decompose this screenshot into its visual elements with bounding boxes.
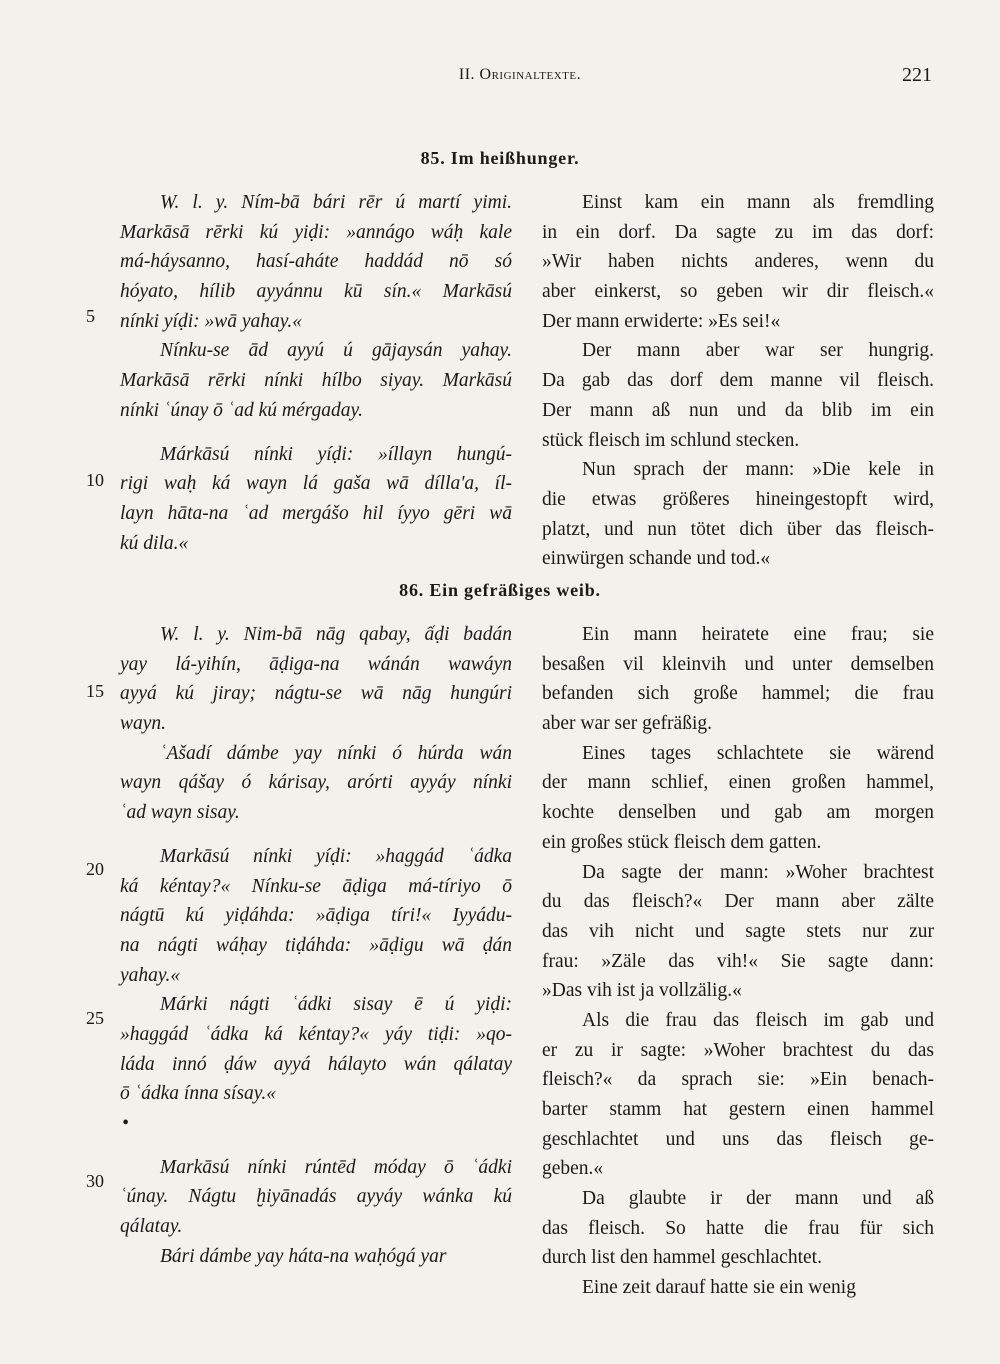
text-line: besaßen vil kleinvih und unter demselben <box>542 653 934 675</box>
text-line: nágtū kú yiḍáhda: »āḍiga tíri!« Iyyádu- <box>120 905 512 927</box>
text-line: yahay.« <box>120 964 181 986</box>
text-line: Da glaubte ir der mann und aß <box>582 1188 934 1210</box>
text-line: der mann schlief, einen großen hammel, <box>542 772 934 794</box>
text-line: wayn qášay ó kárisay, arórti ayyáy nínki <box>120 772 512 794</box>
text-line: geschlachtet und uns das fleisch ge- <box>542 1128 934 1150</box>
text-line: stück fleisch im schlund stecken. <box>542 429 800 451</box>
text-line: kú dila.« <box>120 532 189 554</box>
section-title-86: 86. Ein gefräßiges weib. <box>399 580 601 600</box>
page-number: 221 <box>902 64 932 86</box>
text-line: platzt, und nun tötet dich über das fleisch- <box>542 518 934 540</box>
text-line: yay lá-yihín, āḍiga-na wánán wawáyn <box>120 653 512 675</box>
text-line: du das fleisch?« Der mann aber zälte <box>542 891 934 913</box>
text-line: Als die frau das fleisch im gab und <box>582 1009 934 1031</box>
margin-line-numbers <box>86 0 116 1364</box>
line-number: 20 <box>86 859 104 879</box>
line-number: 5 <box>86 306 95 326</box>
text-line: Bári dámbe yay háta-na waḥógá yar <box>160 1245 447 1267</box>
text-line: das fleisch. So hatte die frau für sich <box>542 1217 934 1239</box>
text-line: aber einkerst, so geben wir dir fleisch.« <box>542 281 934 303</box>
text-line: nínki yíḍi: »wā yahay.« <box>120 310 302 332</box>
text-line: kochte denselben und gab am morgen <box>542 802 934 824</box>
text-line: Der mann aß nun und da blib im ein <box>542 399 934 421</box>
text-line: na nágti wáḥay tiḍáhda: »āḍigu wā ḍán <box>120 934 512 956</box>
text-line: Da sagte der mann: »Woher brachtest <box>582 861 934 883</box>
text-line: Markāsú nínki rúntēd móday ō ʿádki <box>160 1156 512 1178</box>
line-number: 30 <box>86 1171 104 1191</box>
text-line: láda innó ḍáw ayyá hálayto wán qálatay <box>120 1053 512 1075</box>
text-line: ká kéntay?« Nínku-se āḍiga má-tíriyo ō <box>120 875 512 897</box>
text-line: layn hāta-na ʿad mergášo hil íyyo gēri wā <box>120 502 512 524</box>
text-line: fleisch?« da sprach sie: »Ein benach- <box>542 1069 934 1091</box>
text-line: ayyá kú jiray; nágtu-se wā nāg hungúri <box>120 683 512 705</box>
text-line: durch list den hammel geschlachtet. <box>542 1247 822 1269</box>
text-line: ō ʿádka ínna sísay.« <box>120 1083 276 1105</box>
text-line: Da gab das dorf dem manne vil fleisch. <box>542 370 934 392</box>
text-line: W. l. y. Nim-bā nāg qabay, ấḍi badán <box>160 624 512 645</box>
running-head <box>100 66 940 96</box>
text-line: die etwas größeres hineingestopft wird, <box>542 488 934 510</box>
section-85-translation-text <box>542 188 934 574</box>
text-line: nínki ʿúnay ō ʿad kú mérgaday. <box>120 399 363 421</box>
text-line: Márkāsú nínki yíḍi: »íllayn hungú- <box>160 443 512 465</box>
text-line: aber war ser gefräßig. <box>542 713 712 735</box>
text-line: barter stamm hat gestern einen hammel <box>542 1099 934 1120</box>
section-86-translation-text <box>542 620 934 1303</box>
text-line: ʿAšadí dámbe yay nínki ó húrda wán <box>160 742 512 764</box>
section-86-original-text <box>120 620 512 1271</box>
text-line: wayn. <box>120 713 167 735</box>
text-line: das vih nicht und sagte stets nur zur <box>542 920 934 942</box>
text-line: befanden sich große hammel; die frau <box>542 683 934 705</box>
text-line: Nínku-se ād ayyú ú gājaysán yahay. <box>160 340 512 362</box>
text-line: Der mann erwiderte: »Es sei!« <box>542 310 781 332</box>
text-line: ʿad wayn sisay. <box>120 802 240 824</box>
text-line: Markāsā rērki kú yiḍi: »annágo wáḥ kale <box>120 221 512 243</box>
text-line: frau: »Zäle das vih!« Sie sagte dann: <box>542 950 934 972</box>
text-line: geben.« <box>542 1158 604 1180</box>
text-line: Eine zeit darauf hatte sie ein wenig <box>582 1277 856 1299</box>
text-line: Ein mann heiratete eine frau; sie <box>582 624 934 645</box>
text-line: W. l. y. Ním-bā bári rēr ú martí yimi. <box>160 192 512 213</box>
text-line: einwürgen schande und tod.« <box>542 548 771 570</box>
text-line: rigi waḥ ká wayn lá gaša wā dílla'a, íl- <box>120 473 512 495</box>
text-line: hóyato, hílib ayyánnu kū sín.« Markāsú <box>120 281 512 303</box>
text-line: Nun sprach der mann: »Die kele in <box>582 459 934 481</box>
section-title-85: 85. Im heißhunger. <box>420 148 580 168</box>
text-line: Der mann aber war ser hungrig. <box>582 340 934 362</box>
text-line: qálatay. <box>120 1216 183 1238</box>
text-line: Eines tages schlachtete sie wärend <box>582 742 934 764</box>
text-line: ein großes stück fleisch dem gatten. <box>542 831 822 853</box>
line-number: 10 <box>86 470 104 490</box>
text-line: »haggád ʿádka ká kéntay?« yáy tiḍi: »qo- <box>120 1023 512 1045</box>
text-line: »Das vih ist ja vollzälig.« <box>542 980 742 1002</box>
text-line: in ein dorf. Da sagte zu im das dorf: <box>542 221 934 243</box>
text-line: Markāsú nínki yíḍi: »haggád ʿádka <box>160 845 512 867</box>
section-85-original-text <box>120 188 512 558</box>
text-line: Einst kam ein mann als fremdling <box>582 192 934 213</box>
stray-mark: • <box>122 1113 129 1134</box>
text-line: má-háysanno, hasí-aháte haddád nō só <box>120 251 512 273</box>
text-line: »Wir haben nichts anderes, wenn du <box>542 251 934 273</box>
text-line: Márki nágti ʿádki sisay ē ú yiḍi: <box>160 994 512 1016</box>
text-line: ʿúnay. Nágtu ḫiyānadás ayyáy wánka kú <box>120 1186 512 1208</box>
line-number: 25 <box>86 1008 104 1028</box>
line-number: 15 <box>86 681 104 701</box>
text-line: Markāsā rērki nínki hílbo siyay. Markāsú <box>120 370 512 392</box>
text-line: er zu ir sagte: »Woher brachtest du das <box>542 1039 934 1061</box>
running-title: II. Originaltexte. <box>458 66 582 83</box>
